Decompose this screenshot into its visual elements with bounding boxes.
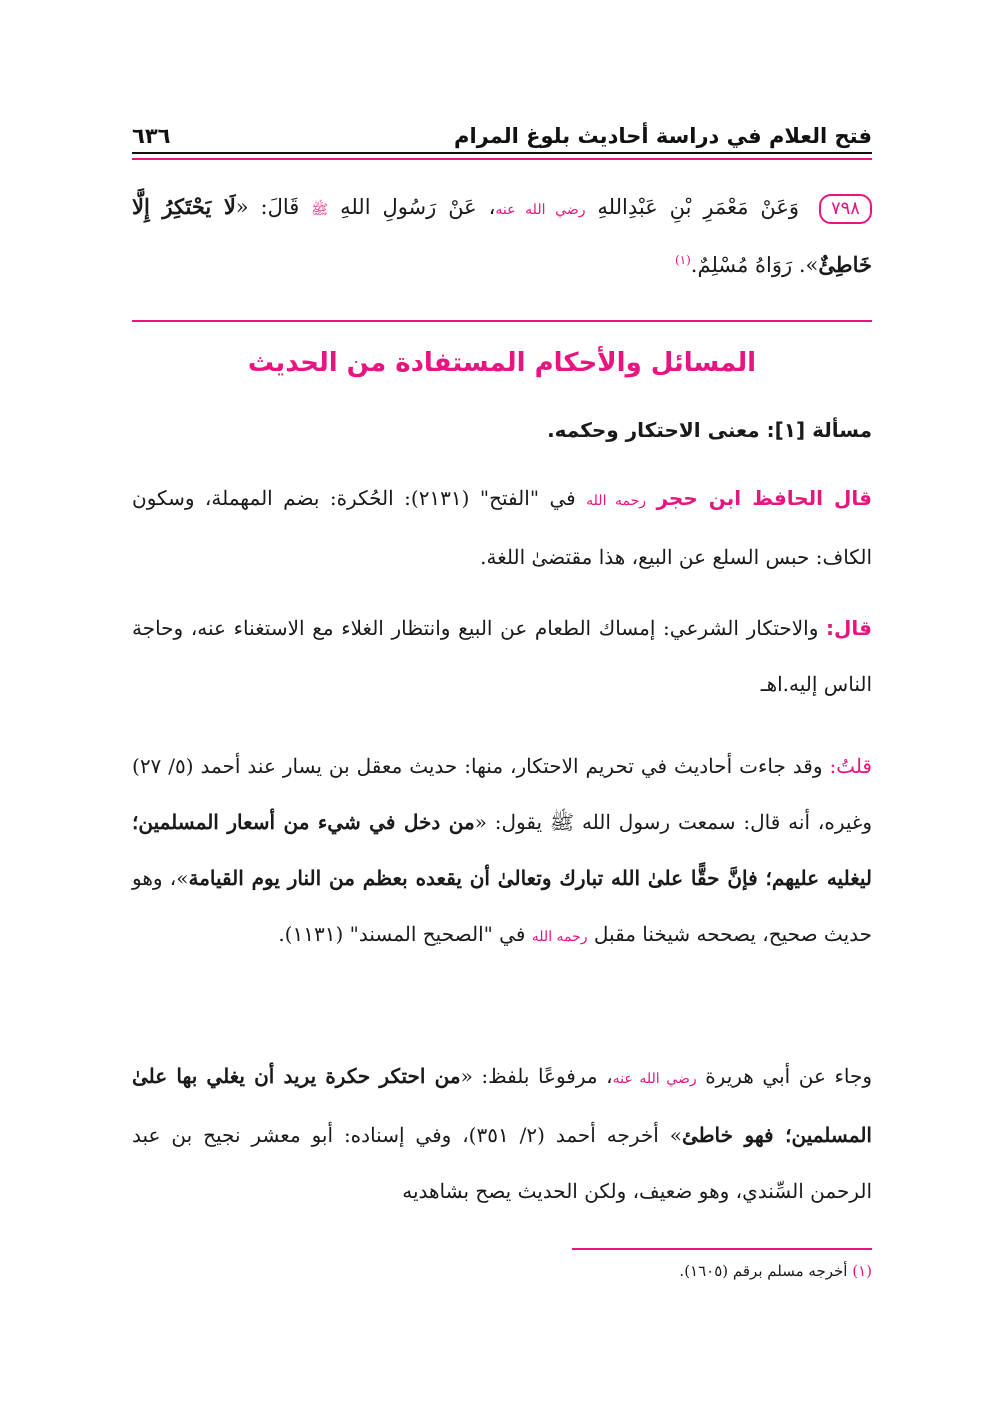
honorific-glyph: رضي الله عنه: [495, 202, 586, 218]
paragraph-2: قال: والاحتكار الشرعي: إمساك الطعام عن البيع وانتظار الغلاء مع الاستغناء عنه، وحاجة الناس إليه.اهـ: [132, 616, 873, 696]
hadith-number-badge: ٧٩٨: [819, 194, 872, 224]
footnote-rule: [572, 1248, 872, 1250]
footnote-ref: (١): [674, 253, 691, 267]
paragraph-3: قلتُ: وقد جاءت أحاديث في تحريم الاحتكار، منها: حديث معقل بن يسار عند أحمد (٥/ ٢٧) وغيره، أنه قال: سمعت رسول الله ﷺ يقول: «من دخل في شيء من أسعار المسلمين؛ ليغليه عليهم؛ فإنَّ حقًّا علىٰ الله تبارك وتعالىٰ أن يقعده بعظم من النار يوم القيامة»، وهو حديث صحيح، يصححه شيخنا مقبل رحمه الله في "الصحيح المسند" (١١٣١).: [132, 754, 873, 946]
page-header: [132, 112, 872, 148]
paragraph-4: وجاء عن أبي هريرة رضي الله عنه، مرفوعًا بلفظ: «من احتكر حكرة يريد أن يغلي بها علىٰ المسلمين؛ فهو خاطئ» أخرجه أحمد (٢/ ٣٥١)، وفي إسناده: أبو معشر نجيح بن عبد الرحمن السِّندي، وهو ضعيف، ولكن الحديث يصح بشاهديه: [132, 1064, 872, 1203]
hadith-quote: لَا يَحْتَكِرُ إِلَّا خَاطِئٌ: [132, 194, 872, 277]
page-number: ٦٣٦: [132, 124, 171, 148]
header-rule: [132, 152, 872, 154]
question-heading: مسألة [١]: معنى الاحتكار وحكمه.: [547, 418, 872, 442]
footnote: (١) أخرجه مسلم برقم (١٦٠٥).: [679, 1262, 872, 1280]
paragraph-1: قال الحافظ ابن حجر رحمه الله في "الفتح" (٢١٣١): الحُكرة: بضم المهملة، وسكون الكاف: حبس السلع عن البيع، هذا مقتضىٰ اللغة.: [132, 486, 873, 569]
hadith-text: ٧٩٨ وَعَنْ مَعْمَرِ بْنِ عَبْدِاللهِ رضي الله عنه، عَنْ رَسُولِ اللهِ ﷺ قَالَ: «لَا يَحْتَكِرُ إِلَّا خَاطِئٌ». رَوَاهُ مُسْلِمٌ.$^{(١)}$: [132, 194, 872, 277]
book-title: فتح العلام في دراسة أحاديث بلوغ المرام: [454, 124, 872, 148]
header-rule-pink: [132, 158, 872, 160]
salutation-glyph: ﷺ: [311, 202, 329, 218]
hadith-rule: [132, 320, 872, 322]
section-title: المسائل والأحكام المستفادة من الحديث: [247, 348, 757, 378]
